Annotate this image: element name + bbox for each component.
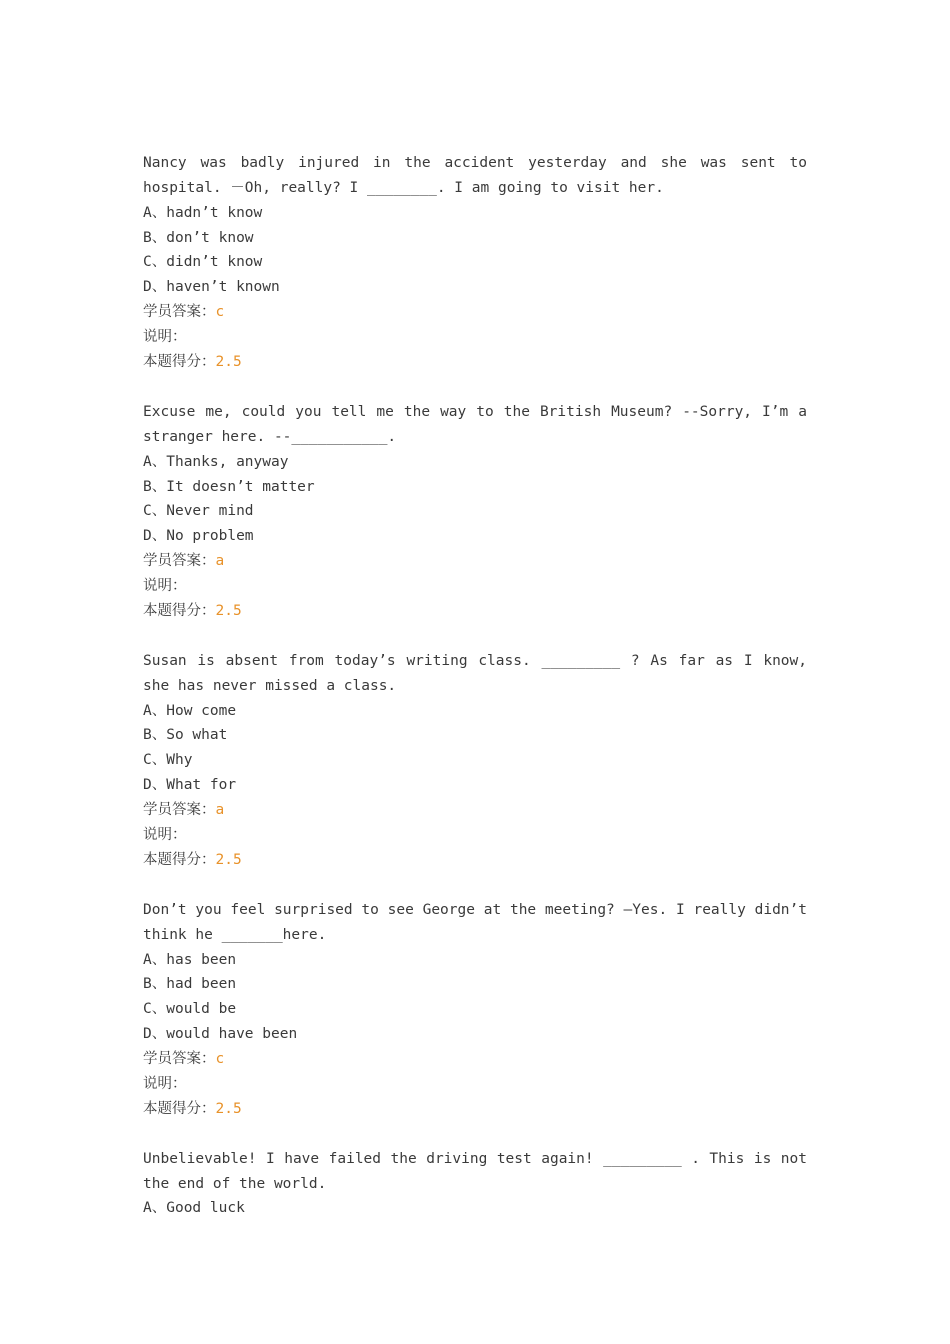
question-1 bbox=[143, 126, 807, 375]
earned-score-label: 本题得分： bbox=[143, 1100, 216, 1117]
question-4 bbox=[143, 873, 807, 1122]
student-answer bbox=[143, 798, 807, 823]
question-header bbox=[143, 375, 807, 400]
student-answer-label: 学员答案： bbox=[143, 802, 216, 819]
student-answer bbox=[143, 1047, 807, 1072]
student-answer bbox=[143, 300, 807, 325]
earned-score bbox=[143, 848, 807, 873]
question-header bbox=[143, 1122, 807, 1147]
option-d: D、would have been bbox=[143, 1026, 298, 1043]
question-text: Don’t you feel surprised to see George at the meeting? —Yes. I really didn’t think he _______here. bbox=[143, 901, 807, 943]
question-text: Nancy was badly injured in the accident yesterday and she was sent to hospital. －Oh, really? I ________. I am going to visit her. bbox=[143, 154, 807, 196]
option-d: D、What for bbox=[143, 777, 237, 794]
student-answer-value: a bbox=[215, 802, 225, 819]
option-a: A、How come bbox=[143, 702, 237, 719]
question-3 bbox=[143, 624, 807, 873]
option-b: B、It doesn’t matter bbox=[143, 478, 315, 495]
explanation: 说明： bbox=[143, 827, 187, 844]
student-answer-value: c bbox=[215, 1051, 225, 1068]
question-text: Excuse me, could you tell me the way to the British Museum? --Sorry, I’m a stranger here. --___________. bbox=[143, 403, 807, 445]
student-answer-label: 学员答案： bbox=[143, 1051, 216, 1068]
option-c: C、didn’t know bbox=[143, 254, 263, 271]
option-d: D、No problem bbox=[143, 528, 254, 545]
option-a: A、Good luck bbox=[143, 1200, 245, 1217]
student-answer-value: a bbox=[215, 553, 225, 570]
question-5 bbox=[143, 1122, 807, 1222]
option-c: C、Never mind bbox=[143, 503, 254, 520]
earned-score-value: 2.5 bbox=[215, 851, 242, 868]
student-answer-label: 学员答案： bbox=[143, 304, 216, 321]
option-c: C、would be bbox=[143, 1001, 237, 1018]
earned-score bbox=[143, 350, 807, 375]
explanation: 说明： bbox=[143, 578, 187, 595]
option-a: A、Thanks, anyway bbox=[143, 453, 289, 470]
question-header bbox=[143, 624, 807, 649]
earned-score-label: 本题得分： bbox=[143, 851, 216, 868]
earned-score bbox=[143, 599, 807, 624]
option-c: C、Why bbox=[143, 752, 193, 769]
option-d: D、haven’t known bbox=[143, 279, 280, 296]
earned-score-value: 2.5 bbox=[215, 1100, 242, 1117]
earned-score-label: 本题得分： bbox=[143, 354, 216, 371]
exam-results-page bbox=[143, 126, 807, 1221]
earned-score-label: 本题得分： bbox=[143, 602, 216, 619]
earned-score bbox=[143, 1097, 807, 1122]
question-text: Unbelievable! I have failed the driving test again! _________ . This is not the end of the world. bbox=[143, 1150, 807, 1192]
option-a: A、has been bbox=[143, 951, 237, 968]
student-answer-label: 学员答案： bbox=[143, 553, 216, 570]
earned-score-value: 2.5 bbox=[215, 602, 242, 619]
explanation: 说明： bbox=[143, 329, 187, 346]
option-b: B、So what bbox=[143, 727, 228, 744]
explanation: 说明： bbox=[143, 1075, 187, 1092]
earned-score-value: 2.5 bbox=[215, 354, 242, 371]
student-answer bbox=[143, 549, 807, 574]
question-text: Susan is absent from today’s writing class. _________ ? As far as I know, she has never missed a class. bbox=[143, 652, 807, 694]
option-b: B、had been bbox=[143, 976, 237, 993]
option-a: A、hadn’t know bbox=[143, 204, 263, 221]
question-header bbox=[143, 873, 807, 898]
option-b: B、don’t know bbox=[143, 229, 254, 246]
question-header bbox=[143, 126, 807, 151]
student-answer-value: c bbox=[215, 304, 225, 321]
question-2 bbox=[143, 375, 807, 624]
